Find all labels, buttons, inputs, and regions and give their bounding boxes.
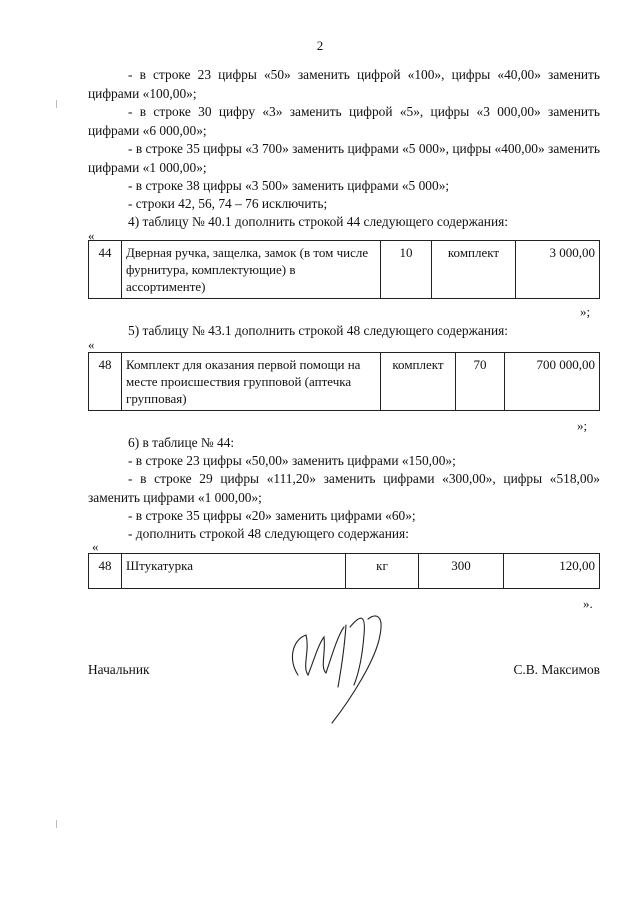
- item-4-text: 4) таблицу № 40.1 дополнить строкой 44 следующего содержания:: [128, 214, 509, 229]
- quote-close-3: ».: [583, 596, 593, 611]
- item-6-line-1: - в строке 23 цифры «50,00» заменить цифрами «150,00»;: [128, 453, 456, 468]
- table-43-1-row: [88, 352, 600, 411]
- intro-line-1: - в строке 23 цифры «50» заменить цифрой «100», цифры «40,00» заменить цифрами «100,00»;: [88, 67, 600, 101]
- row-price: 3 000,00: [516, 241, 600, 299]
- quote-close-1: »;: [580, 304, 591, 319]
- row-number: 48: [89, 353, 122, 411]
- item-6-line-2: - в строке 29 цифры «111,20» заменить цифрами «300,00», цифры «518,00» заменить цифрами «1 000,00»;: [88, 471, 600, 505]
- item-6-line-4: - дополнить строкой 48 следующего содержания:: [128, 526, 409, 541]
- row-unit: кг: [346, 554, 419, 589]
- table-40-1-row: [88, 240, 600, 299]
- row-quantity: 300: [419, 554, 504, 589]
- page-number: 2: [316, 38, 324, 53]
- table-row: [89, 554, 600, 589]
- row-number: 44: [89, 241, 122, 299]
- row-price: 120,00: [504, 554, 600, 589]
- scan-edge-mark: [56, 100, 57, 108]
- intro-line-4: - в строке 38 цифры «3 500» заменить цифрами «5 000»;: [128, 178, 450, 193]
- row-price: 700 000,00: [505, 353, 600, 411]
- scan-edge-mark: [56, 820, 57, 828]
- intro-line-2: - в строке 30 цифру «3» заменить цифрой «5», цифры «3 000,00» заменить цифрами «6 000,00»;: [88, 104, 600, 138]
- item-5-text: 5) таблицу № 43.1 дополнить строкой 48 следующего содержания:: [128, 323, 509, 338]
- item-6-text: 6) в таблице № 44:: [128, 435, 235, 450]
- item-6-line-3: - в строке 35 цифры «20» заменить цифрами «60»;: [128, 508, 416, 523]
- row-name: Дверная ручка, защелка, замок (в том числе фурнитура, комплектующие) в ассортименте): [122, 241, 381, 299]
- row-unit: комплект: [432, 241, 516, 299]
- intro-line-5: - строки 42, 56, 74 – 76 исключить;: [128, 196, 328, 211]
- handwritten-signature: [280, 605, 410, 725]
- row-unit: комплект: [381, 353, 456, 411]
- intro-line-3: - в строке 35 цифры «3 700» заменить цифрами «5 000», цифры «400,00» заменить цифрами «1 000,00»;: [88, 141, 600, 175]
- quote-open-1: «: [88, 228, 95, 243]
- signatory-title: Начальник: [88, 662, 150, 677]
- row-quantity: 70: [456, 353, 505, 411]
- row-name: Штукатурка: [122, 554, 346, 589]
- row-name: Комплект для оказания первой помощи на месте происшествия групповой (аптечка групповая): [122, 353, 381, 411]
- row-number: 48: [89, 554, 122, 589]
- quote-open-2: «: [88, 337, 95, 352]
- quote-close-2: »;: [577, 418, 588, 433]
- row-quantity: 10: [381, 241, 432, 299]
- table-row: [89, 241, 600, 299]
- table-44-row: [88, 553, 600, 589]
- quote-open-3: «: [92, 539, 99, 554]
- signatory-name: С.В. Максимов: [513, 662, 600, 677]
- table-row: [89, 353, 600, 411]
